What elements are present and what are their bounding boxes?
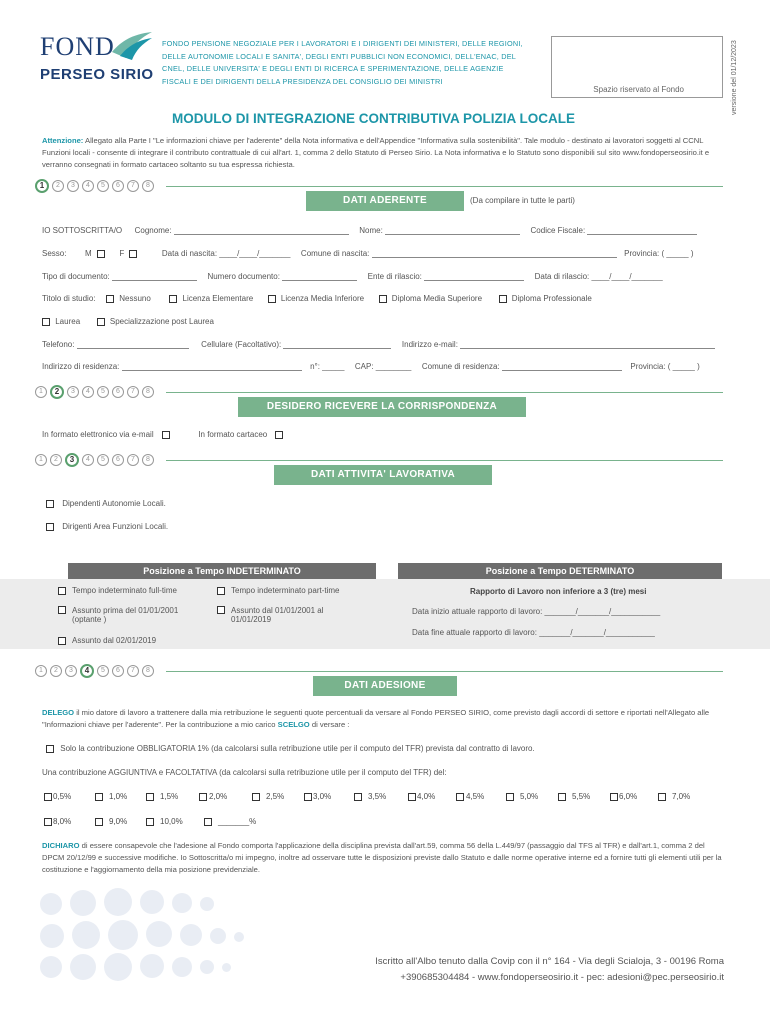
- divider: [166, 460, 723, 461]
- studio-superiore-checkbox[interactable]: [379, 295, 387, 303]
- dichiaro-text: di essere consapevole che l'adesione al Fondo comporta l'applicazione della disciplina prevista dall'art.59, comma 56 della L.449/97 (passaggio dal TFS al TFR) e dall'art.1, comma 2 del DPCM 20/12/99 e successive modifiche. Io Sottoscritta/o mi impegno, inoltre ad osservare tutte le disposizioni previste dallo Statuto e dalle norme operative interne ed a fornire tutti gli elementi utili per la costituzione e l'aggiornamento della mia posizione previdenziale.: [42, 841, 722, 874]
- footer-line-2: +390685304484 - www.fondoperseosirio.it - pec: adesioni@pec.perseosirio.it: [400, 972, 724, 983]
- pct-3-0-checkbox[interactable]: [304, 793, 312, 801]
- pct-7-0-checkbox[interactable]: [658, 793, 666, 801]
- section-title-attivita: DATI ATTIVITA' LAVORATIVA: [274, 465, 492, 485]
- row-dipendenti: [46, 499, 166, 508]
- steps-1: [35, 179, 157, 193]
- pct-10-0-checkbox[interactable]: [146, 818, 154, 826]
- part-time-checkbox[interactable]: [217, 587, 225, 595]
- steps-4: [35, 664, 157, 678]
- step-2: 2: [50, 454, 62, 466]
- step-6: 6: [112, 665, 124, 677]
- pct-10-0-option: [146, 817, 183, 826]
- step-4: 4: [82, 180, 94, 192]
- pct-0-5-option: [44, 792, 71, 801]
- pct-6-0-option: [610, 792, 637, 801]
- pct-5-0-option: [506, 792, 538, 801]
- ente-rilascio-label: Ente di rilascio:: [367, 272, 422, 281]
- studio-media-checkbox[interactable]: [268, 295, 276, 303]
- row-corrispondenza: [42, 430, 283, 439]
- determinato-header: Posizione a Tempo DETERMINATO: [398, 563, 722, 579]
- email-format-checkbox[interactable]: [162, 431, 170, 439]
- step-5: 5: [97, 386, 109, 398]
- indirizzo-label: Indirizzo di residenza:: [42, 362, 120, 371]
- part-time-label: Tempo indeterminato part-time: [231, 586, 340, 595]
- step-8: 8: [142, 180, 154, 192]
- studio-post-laurea-checkbox[interactable]: [97, 318, 105, 326]
- post-2001-option: [217, 606, 341, 624]
- pct-4-0-checkbox[interactable]: [408, 793, 416, 801]
- civico-field[interactable]: n°: _____: [310, 362, 345, 371]
- provincia-field[interactable]: Provincia: ( _____ ): [624, 249, 694, 258]
- step-4: 4: [82, 386, 94, 398]
- data-fine-field[interactable]: Data fine attuale rapporto di lavoro: _______/_______/___________: [412, 628, 655, 637]
- obbligatoria-label: Solo la contribuzione OBBLIGATORIA 1% (da calcolarsi sulla retribuzione utile per il computo del TFR) prevista dal contratto di lavoro.: [60, 744, 535, 753]
- sesso-f-checkbox[interactable]: [129, 250, 137, 258]
- provincia-residenza-field[interactable]: Provincia: ( _____ ): [630, 362, 700, 371]
- part-time-option: [217, 586, 340, 595]
- row-birth: [42, 249, 693, 258]
- row-obbligatoria: [46, 744, 535, 753]
- comune-nascita-label: Comune di nascita:: [300, 249, 370, 258]
- steps-2: [35, 385, 157, 399]
- pct-5-5-label: 5,5%: [572, 792, 591, 801]
- row-contacts: [42, 340, 715, 349]
- studio-post-laurea-label: Specializzazione post Laurea: [109, 317, 214, 326]
- pct-4-5-label: 4,5%: [466, 792, 485, 801]
- comune-residenza-field[interactable]: [502, 362, 622, 371]
- studio-nessuno-label: Nessuno: [119, 294, 151, 303]
- studio-media-label: Licenza Media Inferiore: [280, 294, 365, 303]
- studio-professionale-label: Diploma Professionale: [511, 294, 592, 303]
- pct-2-0-option: [199, 792, 227, 801]
- pct-4-5-checkbox[interactable]: [456, 793, 464, 801]
- pct-2-5-option: [252, 792, 284, 801]
- telefono-label: Telefono:: [42, 340, 75, 349]
- dichiaro-label: DICHIARO: [42, 841, 80, 850]
- obbligatoria-checkbox[interactable]: [46, 745, 54, 753]
- pct-3-5-checkbox[interactable]: [354, 793, 362, 801]
- indirizzo-field[interactable]: [122, 362, 302, 371]
- step-6: 6: [112, 180, 124, 192]
- step-4: 4: [82, 454, 94, 466]
- pct-9-0-label: 9,0%: [109, 817, 128, 826]
- post-2019-checkbox[interactable]: [58, 637, 66, 645]
- cellulare-field[interactable]: [283, 340, 391, 349]
- pct-1-0-checkbox[interactable]: [95, 793, 103, 801]
- data-nascita-field[interactable]: Data di nascita: ____/____/_______: [161, 249, 291, 258]
- row-name: [42, 226, 697, 235]
- delego-block: [42, 707, 724, 731]
- cellulare-label: Cellulare (Facoltativo):: [201, 340, 282, 349]
- row-document: [42, 272, 663, 281]
- pct-3-0-label: 3,0%: [313, 792, 332, 801]
- email-field[interactable]: [460, 340, 715, 349]
- nome-label: Nome:: [359, 226, 383, 235]
- pct-custom-checkbox[interactable]: [204, 818, 212, 826]
- step-3: 3: [67, 180, 79, 192]
- percent-row-1: [44, 792, 734, 804]
- studio-nessuno-checkbox[interactable]: [106, 295, 114, 303]
- cognome-label: Cognome:: [134, 226, 172, 235]
- post-2019-label: Assunto dal 02/01/2019: [72, 636, 157, 645]
- section1-note: (Da compilare in tutte le parti): [470, 196, 575, 205]
- cap-field[interactable]: CAP: ________: [354, 362, 412, 371]
- post-2019-option: [58, 636, 156, 645]
- sesso-f-label: F: [119, 249, 125, 258]
- row-study2: [42, 317, 214, 326]
- page-title: MODULO DI INTEGRAZIONE CONTRIBUTIVA POLIZIA LOCALE: [172, 111, 575, 126]
- pct-5-0-label: 5,0%: [520, 792, 539, 801]
- percent-row-2: [44, 817, 444, 829]
- data-rilascio-field[interactable]: Data di rilascio: ____/____/_______: [534, 272, 663, 281]
- step-2: 2: [52, 180, 64, 192]
- pct-6-0-checkbox[interactable]: [610, 793, 618, 801]
- pct-4-5-option: [456, 792, 484, 801]
- row-dirigenti: [46, 522, 168, 531]
- pct-10-0-label: 10,0%: [160, 817, 183, 826]
- step-1: 1: [35, 386, 47, 398]
- step-7: 7: [127, 665, 139, 677]
- pct-0-5-label: 0,5%: [53, 792, 72, 801]
- numero-documento-label: Numero documento:: [207, 272, 280, 281]
- paper-format-checkbox[interactable]: [275, 431, 283, 439]
- step-5: 5: [97, 454, 109, 466]
- sesso-label: Sesso:: [42, 249, 67, 258]
- dichiaro-block: [42, 840, 726, 876]
- divider: [166, 186, 723, 187]
- step-5: 5: [97, 180, 109, 192]
- step-8: 8: [142, 665, 154, 677]
- reserved-label: Spazio riservato al Fondo: [593, 85, 684, 94]
- studio-superiore-label: Diploma Media Superiore: [391, 294, 483, 303]
- ente-rilascio-field[interactable]: [424, 272, 524, 281]
- delego-label: DELEGO: [42, 708, 75, 717]
- section-title-adesione: DATI ADESIONE: [313, 676, 457, 696]
- step-6: 6: [112, 454, 124, 466]
- cognome-field[interactable]: [174, 226, 349, 235]
- logo-mark-icon: [110, 30, 155, 62]
- email-format-label: In formato elettronico via e-mail: [42, 430, 154, 439]
- pct-1-0-option: [95, 792, 127, 801]
- pct-6-0-label: 6,0%: [619, 792, 638, 801]
- post-2001-checkbox[interactable]: [217, 606, 225, 614]
- logo-top-text: FOND: [40, 32, 115, 61]
- paper-format-label: In formato cartaceo: [198, 430, 268, 439]
- pct-9-0-checkbox[interactable]: [95, 818, 103, 826]
- indeterminato-header: Posizione a Tempo INDETERMINATO: [68, 563, 376, 579]
- pct-4-0-option: [408, 792, 435, 801]
- tipo-documento-field[interactable]: [112, 272, 197, 281]
- divider: [166, 392, 723, 393]
- pct-3-5-option: [354, 792, 386, 801]
- step-4: 4: [80, 664, 94, 678]
- sesso-m-checkbox[interactable]: [97, 250, 105, 258]
- dirigenti-label: Dirigenti Area Funzioni Locali.: [62, 522, 169, 531]
- nome-field[interactable]: [385, 226, 520, 235]
- email-label: Indirizzo e-mail:: [401, 340, 458, 349]
- attention-block: [42, 135, 724, 171]
- step-3: 3: [65, 453, 79, 467]
- step-7: 7: [127, 180, 139, 192]
- attention-text: Allegato alla Parte I "Le informazioni chiave per l'aderente" della Nota informativa e dell'Appendice "Informativa sulla sostenibilità". Tale modulo - destinato ai lavoratori soggetti al CCNL Funzioni locali - consente di integrare il contributo contrattuale di cui all'art. 1, comma 2 dello Statuto di Perseo Sirio. La Nota informativa e lo Statuto sono disponibili sul sito www.fondoperseosirio.it e verranno consegnati in formato cartaceo soltanto su tua espressa richiesta.: [42, 136, 710, 169]
- pct-2-5-label: 2,5%: [266, 792, 285, 801]
- pct-8-0-label: 8,0%: [53, 817, 72, 826]
- row-study: [42, 294, 592, 303]
- version-label: versione del 01/12/2023: [731, 40, 738, 115]
- pct-custom-field[interactable]: _______%: [218, 817, 257, 826]
- logo: [40, 30, 155, 90]
- codice-fiscale-field[interactable]: [587, 226, 697, 235]
- dirigenti-checkbox[interactable]: [46, 523, 54, 531]
- full-time-label: Tempo indeterminato full-time: [72, 586, 177, 595]
- step-2: 2: [50, 385, 64, 399]
- pct-9-0-option: [95, 817, 127, 826]
- titolo-studio-label: Titolo di studio:: [42, 294, 96, 303]
- delego-text: il mio datore di lavoro a trattenere dalla mia retribuzione le seguenti quote percentuali da versare al Fondo PERSEO SIRIO, come previsto dagli accordi di settore e riportati nell'Allegato alle "Informazioni chiave per l'aderente". Per la contribuzione a mio carico: [42, 708, 710, 729]
- numero-documento-field[interactable]: [282, 272, 357, 281]
- step-5: 5: [97, 665, 109, 677]
- step-8: 8: [142, 454, 154, 466]
- pct-7-0-option: [658, 792, 690, 801]
- step-1: 1: [35, 665, 47, 677]
- pct-1-5-option: [146, 792, 178, 801]
- pct-1-0-label: 1,0%: [109, 792, 128, 801]
- dipendenti-label: Dipendenti Autonomie Locali.: [62, 499, 166, 508]
- pct-2-0-label: 2,0%: [209, 792, 228, 801]
- step-1: 1: [35, 179, 49, 193]
- studio-elementare-label: Licenza Elementare: [182, 294, 254, 303]
- io-label: IO SOTTOSCRITTA/O: [42, 226, 123, 235]
- sesso-m-label: M: [84, 249, 92, 258]
- pct-1-5-label: 1,5%: [160, 792, 179, 801]
- pct-7-0-label: 7,0%: [672, 792, 691, 801]
- ante-2001-option: [58, 606, 197, 624]
- pct-5-0-checkbox[interactable]: [506, 793, 514, 801]
- step-2: 2: [50, 665, 62, 677]
- step-7: 7: [127, 386, 139, 398]
- pct-5-5-checkbox[interactable]: [558, 793, 566, 801]
- footer-line-1: Iscritto all'Albo tenuto dalla Covip con il n° 164 - Via degli Scialoja, 3 - 00196 Roma: [375, 956, 724, 967]
- step-1: 1: [35, 454, 47, 466]
- pct-8-0-option: [44, 817, 71, 826]
- logo-bottom-text: PERSEO SIRIO: [40, 66, 154, 83]
- step-8: 8: [142, 386, 154, 398]
- pct-3-0-option: [304, 792, 331, 801]
- studio-laurea-checkbox[interactable]: [42, 318, 50, 326]
- section-title-corrispondenza: DESIDERO RICEVERE LA CORRISPONDENZA: [238, 397, 526, 417]
- comune-residenza-label: Comune di residenza:: [421, 362, 500, 371]
- divider: [166, 671, 723, 672]
- rapporto-label: Rapporto di Lavoro non inferiore a 3 (tre) mesi: [470, 587, 647, 596]
- pct-5-5-option: [558, 792, 590, 801]
- studio-professionale-checkbox[interactable]: [499, 295, 507, 303]
- data-inizio-field[interactable]: Data inizio attuale rapporto di lavoro: _______/_______/___________: [412, 607, 661, 616]
- section-title-dati-aderente: DATI ADERENTE: [306, 191, 464, 211]
- step-3: 3: [65, 665, 77, 677]
- tipo-documento-label: Tipo di documento:: [42, 272, 110, 281]
- comune-nascita-field[interactable]: [372, 249, 617, 258]
- pct-2-5-checkbox[interactable]: [252, 793, 260, 801]
- scelgo-tail: di versare :: [311, 720, 350, 729]
- pct-custom-option: [204, 817, 256, 826]
- telefono-field[interactable]: [77, 340, 189, 349]
- ante-2001-checkbox[interactable]: [58, 606, 66, 614]
- pct-4-0-label: 4,0%: [417, 792, 436, 801]
- pct-2-0-checkbox[interactable]: [199, 793, 207, 801]
- dipendenti-checkbox[interactable]: [46, 500, 54, 508]
- scelgo-label: SCELGO: [277, 720, 310, 729]
- post-2001-label: Assunto dal 01/01/2001 al 01/01/2019: [231, 606, 324, 624]
- reserved-box: [551, 36, 723, 98]
- ante-2001-label: Assunto prima del 01/01/2001 (optante ): [72, 606, 179, 624]
- steps-3: [35, 453, 157, 467]
- codice-fiscale-label: Codice Fiscale:: [530, 226, 586, 235]
- full-time-option: [58, 586, 177, 595]
- studio-elementare-checkbox[interactable]: [169, 295, 177, 303]
- pct-0-5-checkbox[interactable]: [44, 793, 52, 801]
- step-7: 7: [127, 454, 139, 466]
- pct-8-0-checkbox[interactable]: [44, 818, 52, 826]
- header-description: FONDO PENSIONE NEGOZIALE PER I LAVORATORI E I DIRIGENTI DEI MINISTERI, DELLE REGIONI, DELLE AUTONOMIE LOCALI E SANITA', DEGLI ENTI PUBBLICI NON ECONOMICI, DELL'ENAC, DEL CNEL, DELLE UNIVERSITA' E DEGLI ENTI DI RICERCA E SPERIMENTAZIONE, DELLE AGENZIE FISCALI E DEI DIRIGENTI DELLA PRESIDENZA DEL CONSIGLIO DEI MINISTRI: [162, 39, 523, 86]
- full-time-checkbox[interactable]: [58, 587, 66, 595]
- step-3: 3: [67, 386, 79, 398]
- row-residence: [42, 362, 700, 371]
- pct-1-5-checkbox[interactable]: [146, 793, 154, 801]
- studio-laurea-label: Laurea: [55, 317, 81, 326]
- step-6: 6: [112, 386, 124, 398]
- aggiuntiva-label: Una contribuzione AGGIUNTIVA e FACOLTATIVA (da calcolarsi sulla retribuzione utile per il computo del TFR) del:: [42, 768, 447, 777]
- attention-label: Attenzione:: [42, 136, 84, 145]
- pct-3-5-label: 3,5%: [368, 792, 387, 801]
